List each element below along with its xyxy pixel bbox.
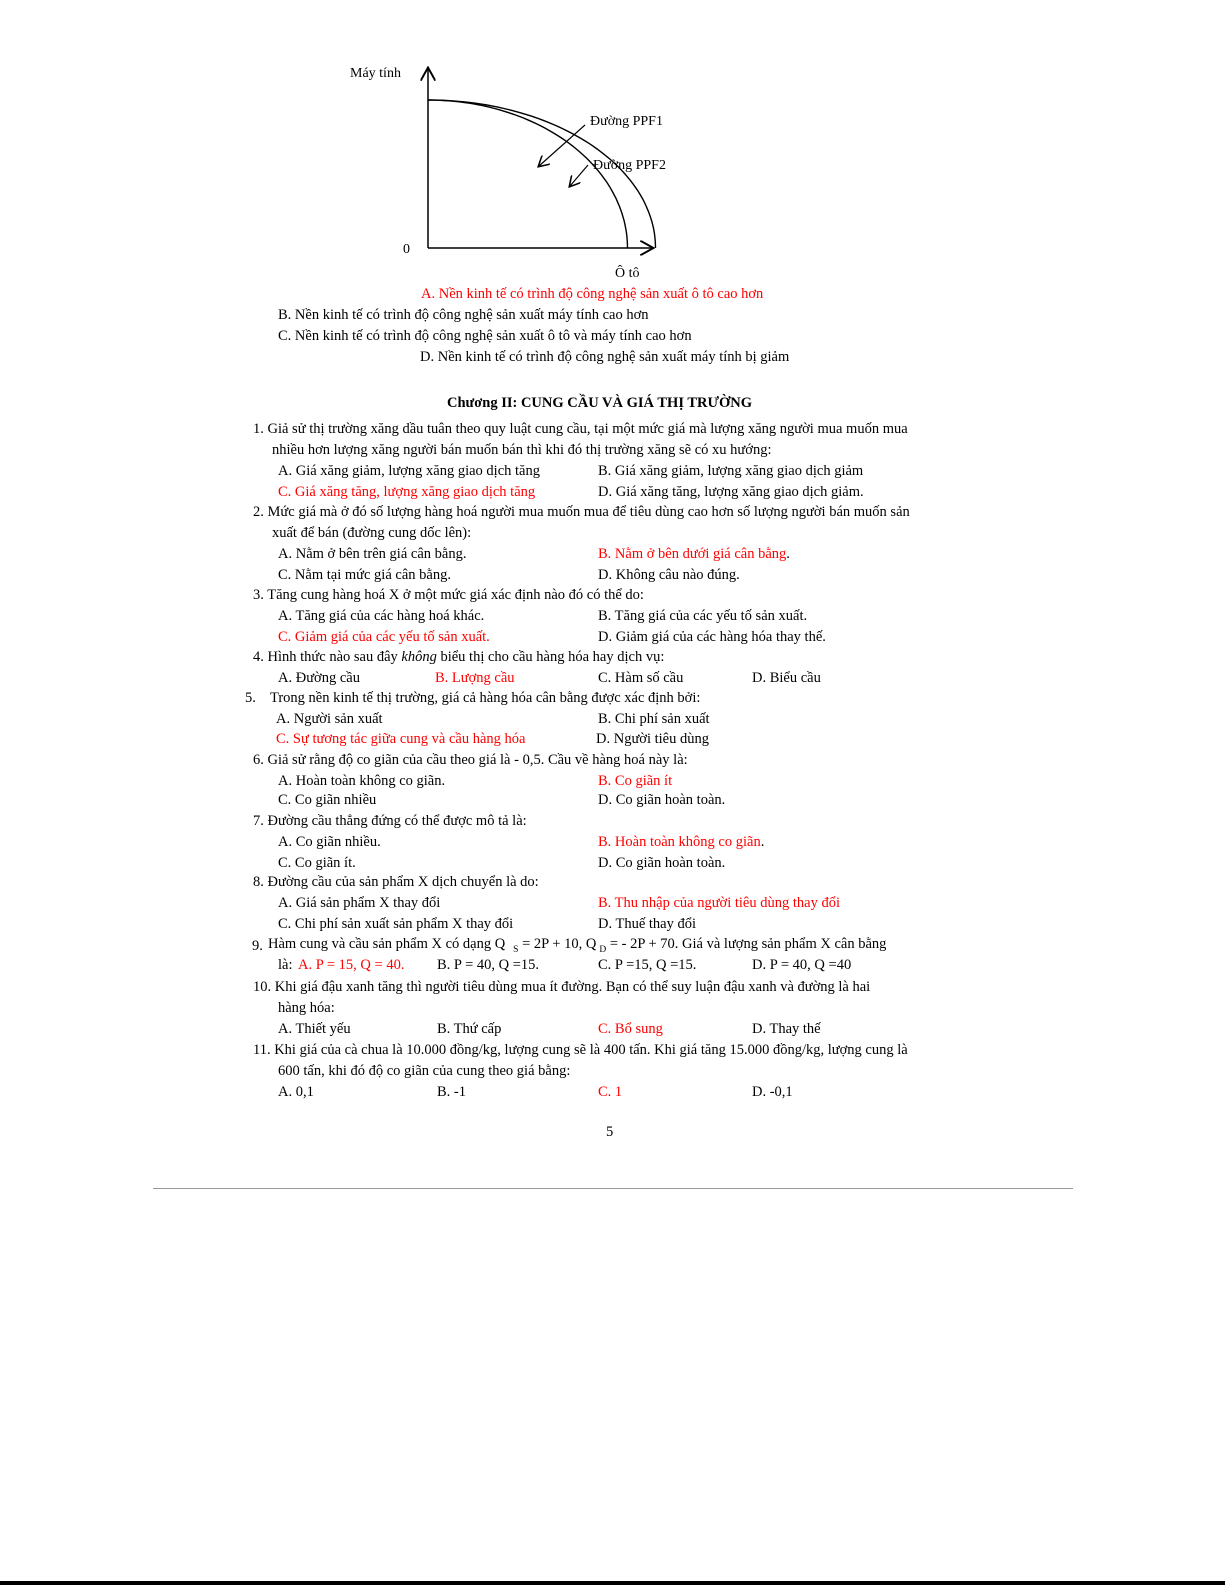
q4-option-c: C. Hàm số cầu (598, 670, 684, 686)
q8-option-a: A. Giá sản phẩm X thay đổi (278, 895, 441, 911)
q5-number: 5. (245, 690, 256, 706)
origin-label: 0 (403, 242, 410, 257)
q9-sub-s: S (513, 945, 519, 955)
q10-line2: hàng hóa: (278, 1000, 335, 1016)
q4-line1-post: biểu thị cho cầu hàng hóa hay dịch vụ: (436, 649, 665, 665)
page-divider (153, 1188, 1073, 1189)
q7-option-b (598, 833, 764, 851)
q10-option-d: D. Thay thế (752, 1021, 821, 1037)
q5-line1: Trong nền kinh tế thị trường, giá cả hàng hóa cân bằng được xác định bởi: (270, 690, 701, 706)
q11-line2: 600 tấn, khi đó độ co giãn của cung theo giá bằng: (278, 1063, 571, 1079)
q3-line1: 3. Tăng cung hàng hoá X ở một mức giá xác định nào đó có thể do: (253, 587, 644, 603)
bottom-border (0, 1581, 1225, 1585)
q4-option-d: D. Biểu cầu (752, 670, 821, 686)
q6-option-d: D. Co giãn hoàn toàn. (598, 792, 726, 808)
q7-line1: 7. Đường cầu thẳng đứng có thể được mô tả là: (253, 813, 527, 829)
q1-option-c: C. Giá xăng tăng, lượng xăng giao dịch tăng (278, 484, 536, 500)
q9-option-d: D. P = 40, Q =40 (752, 957, 852, 973)
q1-line2: nhiều hơn lượng xăng người bán muốn bán thì khi đó thị trường xăng sẽ có xu hướng: (272, 442, 772, 458)
q9-line1 (268, 935, 886, 955)
q9-number: 9. (252, 938, 263, 954)
q2-option-a: A. Nằm ở bên trên giá cân bằng. (278, 546, 467, 562)
q7-option-b-tail: . (760, 834, 765, 850)
q4-option-a: A. Đường cầu (278, 670, 360, 686)
q11-line1: 11. Khi giá của cà chua là 10.000 đồng/kg, lượng cung sẽ là 400 tấn. Khi giá tăng 15.000 đồng/kg, lượng cung là (253, 1042, 908, 1058)
q9-sub-d: D (599, 945, 607, 955)
q5-option-a: A. Người sản xuất (276, 711, 383, 727)
q7-option-b-text: B. Hoàn toàn không co giãn (598, 834, 761, 850)
chapter-title: Chương II: CUNG CẦU VÀ GIÁ THỊ TRƯỜNG (447, 395, 753, 411)
q9-option-a: A. P = 15, Q = 40. (298, 957, 405, 973)
q9-option-b: B. P = 40, Q =15. (437, 957, 540, 973)
q1-option-b: B. Giá xăng giảm, lượng xăng giao dịch giảm (598, 463, 864, 479)
ppf2-label: Đường PPF2 (593, 158, 666, 173)
y-axis-label: Máy tính (350, 66, 401, 81)
q4-option-b: B. Lượng cầu (435, 670, 515, 686)
q9-option-la: là: (278, 957, 293, 973)
q2-option-b-text: B. Nằm ở bên dưới giá cân bằng (598, 546, 787, 562)
q9-l1-mid: = 2P + 10, Q (518, 936, 597, 952)
q2-line1: 2. Mức giá mà ở đó số lượng hàng hoá người mua muốn mua để tiêu dùng cao hơn số lượng người bán muốn sản (253, 504, 910, 520)
q1-line1: 1. Giả sử thị trường xăng dầu tuân theo quy luật cung cầu, tại một mức giá mà lượng xăng người mua muốn mua (253, 421, 908, 437)
q8-line1: 8. Đường cầu của sản phẩm X dịch chuyển là do: (253, 874, 539, 890)
q10-option-b: B. Thứ cấp (437, 1021, 502, 1037)
q2-option-b (598, 545, 790, 563)
q2-option-d: D. Không câu nào đúng. (598, 567, 740, 583)
q4-line1-pre: 4. Hình thức nào sau đây (253, 649, 402, 665)
q6-option-a: A. Hoàn toàn không co giãn. (278, 773, 446, 789)
q3-option-a: A. Tăng giá của các hàng hoá khác. (278, 608, 485, 624)
q7-option-a: A. Co giãn nhiều. (278, 834, 381, 850)
q10-option-a: A. Thiết yếu (278, 1021, 351, 1037)
q8-option-d: D. Thuế thay đổi (598, 916, 696, 932)
q9-option-c: C. P =15, Q =15. (598, 957, 697, 973)
q5-option-b: B. Chi phí sản xuất (598, 711, 710, 727)
q6-option-b: B. Co giãn ít (598, 773, 673, 789)
q10-line1: 10. Khi giá đậu xanh tăng thì người tiêu dùng mua ít đường. Bạn có thể suy luận đậu xanh và đường là hai (253, 979, 871, 995)
q8-option-c: C. Chi phí sản xuất sản phẩm X thay đổi (278, 916, 514, 932)
ppf1-arrow (539, 125, 585, 166)
q2-line2: xuất để bán (đường cung dốc lên): (272, 525, 472, 541)
ppf-chart (340, 55, 700, 295)
q4-line1 (253, 648, 664, 666)
ppf1-label: Đường PPF1 (590, 114, 663, 129)
page-number: 5 (606, 1124, 614, 1140)
x-axis-label: Ô tô (615, 266, 640, 281)
q9-l1-post: = - 2P + 70. Giá và lượng sản phẩm X cân bằng (606, 936, 887, 952)
prev-option-b: B. Nền kinh tế có trình độ công nghệ sản xuất máy tính cao hơn (278, 307, 649, 323)
q2-option-c: C. Nằm tại mức giá cân bằng. (278, 567, 451, 583)
q11-option-d: D. -0,1 (752, 1084, 793, 1100)
q9-l1-pre: Hàm cung và cầu sản phẩm X có dạng Q (268, 936, 506, 952)
q6-line1: 6. Giả sử rằng độ co giãn của cầu theo giá là - 0,5. Cầu về hàng hoá này là: (253, 752, 688, 768)
q2-option-b-tail: . (786, 546, 790, 562)
prev-option-a: A. Nền kinh tế có trình độ công nghệ sản xuất ô tô cao hơn (421, 286, 764, 302)
q11-option-a: A. 0,1 (278, 1084, 314, 1100)
q4-line1-em: không (401, 649, 437, 665)
q3-option-b: B. Tăng giá của các yếu tố sản xuất. (598, 608, 808, 624)
q10-option-c: C. Bổ sung (598, 1021, 663, 1037)
q11-option-b: B. -1 (437, 1084, 466, 1100)
q8-option-b: B. Thu nhập của người tiêu dùng thay đổi (598, 895, 840, 911)
q6-option-c: C. Co giãn nhiều (278, 792, 377, 808)
q11-option-c: C. 1 (598, 1084, 623, 1100)
q7-option-c: C. Co giãn ít. (278, 855, 356, 871)
ppf2-arrow (570, 165, 588, 186)
prev-option-d: D. Nền kinh tế có trình độ công nghệ sản xuất máy tính bị giảm (420, 349, 790, 365)
prev-option-c: C. Nền kinh tế có trình độ công nghệ sản xuất ô tô và máy tính cao hơn (278, 328, 692, 344)
q5-option-c: C. Sự tương tác giữa cung và cầu hàng hóa (276, 731, 526, 747)
q7-option-d: D. Co giãn hoàn toàn. (598, 855, 726, 871)
q5-option-d: D. Người tiêu dùng (596, 731, 709, 747)
q1-option-a: A. Giá xăng giảm, lượng xăng giao dịch tăng (278, 463, 540, 479)
q3-option-d: D. Giảm giá của các hàng hóa thay thế. (598, 629, 826, 645)
q3-option-c: C. Giảm giá của các yếu tố sản xuất. (278, 629, 490, 645)
q1-option-d: D. Giá xăng tăng, lượng xăng giao dịch giảm. (598, 484, 864, 500)
